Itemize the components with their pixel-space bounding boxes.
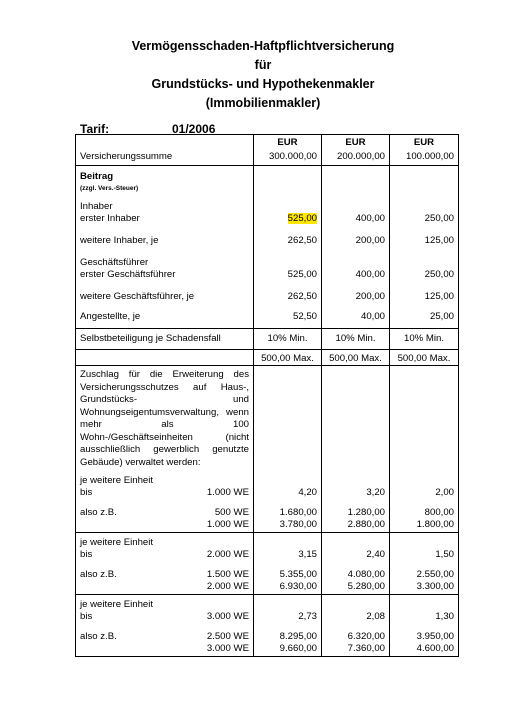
currency-cell: EUR [322, 135, 390, 150]
value-cell: 262,50 [254, 281, 322, 303]
value-cell: 400,00 [322, 166, 390, 226]
example-value: 800,00 [424, 507, 454, 518]
table-row [76, 329, 459, 350]
also-label: also z.B. [80, 507, 117, 518]
min-cell: 10% Min. [254, 329, 322, 350]
value-cell: 262,50 [254, 225, 322, 247]
value-cell: 200,00 [322, 225, 390, 247]
value-cell: 250,00 [390, 166, 459, 226]
table-row [76, 533, 459, 562]
table-row [76, 135, 459, 150]
example-value: 2.880,00 [347, 519, 385, 530]
unit-label: WE [233, 581, 249, 592]
example-value: 4.080,00 [347, 569, 385, 580]
unit-label: WE [233, 519, 249, 530]
beitrag-heading: Beitrag [80, 171, 114, 182]
example-value: 4.600,00 [416, 643, 454, 654]
table-row [76, 499, 459, 533]
table-row [76, 366, 459, 476]
example-value: 2.550,00 [416, 569, 454, 580]
table-row [76, 595, 459, 624]
rate-cell: 1,50 [390, 533, 459, 562]
min-cell: 10% Min. [322, 329, 390, 350]
bis-label: bis [80, 487, 93, 498]
unit-label: WE [233, 487, 249, 498]
row-label: erster Inhaber [80, 213, 140, 224]
max-cell: 500,00 Max. [390, 350, 459, 366]
sum-cell: 200.000,00 [322, 149, 390, 166]
table-row [76, 623, 459, 657]
title-line-4: (Immobilienmakler) [205, 96, 321, 110]
example-value: 3.950,00 [416, 631, 454, 642]
group-heading: je weitere Einheit [80, 475, 154, 486]
tariff-table [75, 134, 459, 657]
rate-cell: 2,08 [322, 595, 390, 624]
table-row [76, 149, 459, 166]
table-row [76, 475, 459, 499]
value-cell: 400,00 [322, 247, 390, 281]
example-value: 5.355,00 [279, 569, 317, 580]
group-heading: je weitere Einheit [80, 537, 154, 548]
table-row [76, 281, 459, 303]
example-value: 6.320,00 [347, 631, 385, 642]
title-line-1: Vermögensschaden-Haftpflichtversicherung [131, 39, 395, 53]
tarif-label: Tarif: [80, 122, 110, 136]
example-value: 1.280,00 [347, 507, 385, 518]
rate-cell: 3,20 [322, 475, 390, 499]
table-row [76, 303, 459, 329]
example-count: 1.500 [206, 569, 231, 580]
example-count: 500 [214, 507, 231, 518]
table-row [76, 561, 459, 595]
gf-label: Geschäftsführer [80, 257, 149, 268]
unit-label: WE [233, 569, 249, 580]
highlighted-value: 525,00 [287, 213, 317, 224]
value-cell: 52,50 [254, 303, 322, 329]
table-row [76, 350, 459, 366]
rate-cell: 2,40 [322, 533, 390, 562]
rate-cell: 4,20 [254, 475, 322, 499]
row-label: Angestellte, je [76, 303, 254, 329]
rate-cell: 3,15 [254, 533, 322, 562]
bis-value: 1.000 [206, 487, 231, 498]
value-cell: 125,00 [390, 225, 459, 247]
bis-value: 2.000 [206, 549, 231, 560]
row-label: Selbstbeteiligung je Schadensfall [76, 329, 254, 350]
sum-cell: 300.000,00 [254, 149, 322, 166]
zuschlag-text: Zuschlag für die Erweiterung des Versicherungsschutzes auf Haus-, Grundstücks- und Wohnungseigentumsverwaltung, wenn mehr als 100 Wohn-/Geschäftseinheiten (nicht ausschließlich gewerblich genutzte Gebäude) verwaltet werden: [80, 369, 249, 468]
bis-value: 3.000 [206, 611, 231, 622]
currency-cell: EUR [390, 135, 459, 150]
unit-label: WE [233, 507, 249, 518]
row-label: erster Geschäftsführer [80, 269, 176, 280]
beitrag-note: (zzgl. Vers.-Steuer) [80, 185, 139, 192]
title-line-3: Grundstücks- und Hypothekenmakler [151, 77, 375, 91]
example-value: 9.660,00 [279, 643, 317, 654]
row-label: weitere Inhaber, je [76, 225, 254, 247]
table-row [76, 166, 459, 226]
bis-label: bis [80, 549, 93, 560]
value-cell: 200,00 [322, 281, 390, 303]
document-title [0, 37, 526, 113]
example-value: 1.680,00 [279, 507, 317, 518]
value-cell: 40,00 [322, 303, 390, 329]
bis-label: bis [80, 611, 93, 622]
example-value: 7.360,00 [347, 643, 385, 654]
example-count: 3.000 [206, 643, 231, 654]
value-cell: 25,00 [390, 303, 459, 329]
row-label: Versicherungssumme [76, 149, 254, 166]
also-label: also z.B. [80, 569, 117, 580]
example-value: 5.280,00 [347, 581, 385, 592]
row-label: weitere Geschäftsführer, je [76, 281, 254, 303]
also-label: also z.B. [80, 631, 117, 642]
inhaber-label: Inhaber [80, 201, 113, 212]
unit-label: WE [233, 643, 249, 654]
example-count: 1.000 [206, 519, 231, 530]
example-count: 2.500 [206, 631, 231, 642]
value-cell: 525,00 [254, 247, 322, 281]
value-cell: 125,00 [390, 281, 459, 303]
unit-label: WE [233, 631, 249, 642]
rate-cell: 1,30 [390, 595, 459, 624]
table-row [76, 247, 459, 281]
value-cell: 250,00 [390, 247, 459, 281]
example-value: 3.300,00 [416, 581, 454, 592]
rate-cell: 2,00 [390, 475, 459, 499]
table-row [76, 225, 459, 247]
example-value: 3.780,00 [279, 519, 317, 530]
max-cell: 500,00 Max. [254, 350, 322, 366]
max-cell: 500,00 Max. [322, 350, 390, 366]
unit-label: WE [233, 611, 249, 622]
min-cell: 10% Min. [390, 329, 459, 350]
unit-label: WE [233, 549, 249, 560]
group-heading: je weitere Einheit [80, 599, 154, 610]
rate-cell: 2,73 [254, 595, 322, 624]
example-value: 6.930,00 [279, 581, 317, 592]
sum-cell: 100.000,00 [390, 149, 459, 166]
title-line-2: für [254, 58, 272, 72]
example-value: 8.295,00 [279, 631, 317, 642]
currency-cell: EUR [254, 135, 322, 150]
example-value: 1.800,00 [416, 519, 454, 530]
example-count: 2.000 [206, 581, 231, 592]
tarif-value: 01/2006 [172, 122, 216, 136]
